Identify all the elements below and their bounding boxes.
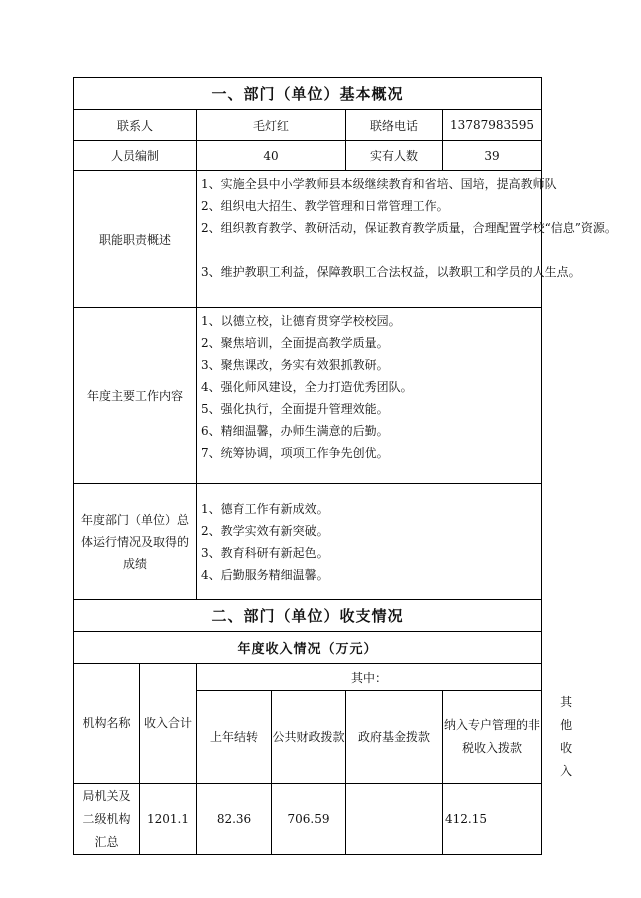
row-carryover: 82.36	[197, 784, 272, 855]
duties-label: 职能职责概述	[74, 171, 197, 308]
annual-work-item: 1、以德立校，让德育贯穿学校校园。	[201, 314, 401, 328]
result-item: 4、后勤服务精细温馨。	[201, 567, 329, 582]
row-total: 1201.1	[140, 784, 197, 855]
row-gov-fund	[346, 784, 443, 855]
row-public-fund: 706.59	[272, 784, 346, 855]
col-org-header: 机构名称	[74, 664, 140, 784]
contact-label: 联系人	[74, 110, 197, 141]
income-title: 年度收入情况（万元）	[74, 632, 542, 664]
other-header-text: 其他收入	[560, 695, 573, 778]
annual-work-item: 7、统筹协调，项项工作争先创优。	[201, 446, 389, 460]
annual-work-item: 2、聚焦培训，全面提高教学质量。	[201, 336, 389, 350]
phone-value: 13787983595	[443, 110, 542, 141]
annual-work-item: 6、精细温馨，办师生满意的后勤。	[201, 424, 389, 438]
duty-item: 3、维护教职工利益，保障教职工合法权益，以教职工和学员的人生点。	[201, 265, 581, 279]
result-item: 1、德育工作有新成效。	[201, 501, 329, 516]
duty-item: 1、实施全县中小学教师县本级继续教育和省培、国培，提高教师队	[201, 177, 557, 191]
duty-item: 2、组织教育教学、教研活动，保证教育教学质量，合理配置学校“信息”资源。	[201, 221, 617, 235]
col-gov-fund-header: 政府基金拨款	[346, 691, 443, 784]
result-item: 3、教育科研有新起色。	[201, 545, 329, 560]
col-carryover-header: 上年结转	[197, 691, 272, 784]
results-label: 年度部门（单位）总体运行情况及取得的成绩	[74, 484, 197, 600]
duty-item: 2、组织电大招生、教学管理和日常管理工作。	[201, 199, 449, 213]
staff-value: 40	[197, 141, 346, 171]
results-list	[197, 484, 542, 600]
col-nontax-header	[443, 691, 542, 784]
of-which-header: 其中：	[197, 664, 542, 691]
col-total-header: 收入合计	[140, 664, 197, 784]
nontax-header-text: 纳入专户管理的非税收入拨款	[444, 718, 541, 755]
annual-work-item: 5、强化执行，全面提升管理效能。	[201, 402, 389, 416]
annual-work-item: 3、聚焦课改，务实有效狠抓教研。	[201, 358, 389, 372]
annual-work-list	[197, 308, 542, 484]
annual-work-item: 4、强化师风建设，全力打造优秀团队。	[201, 380, 413, 394]
section1-title: 一、部门（单位）基本概况	[74, 78, 542, 110]
actual-label: 实有人数	[346, 141, 443, 171]
duties-list	[197, 171, 617, 308]
result-item: 2、教学实效有新突破。	[201, 523, 329, 538]
annual-work-label: 年度主要工作内容	[74, 308, 197, 484]
row-org: 局机关及二级机构汇总	[74, 784, 140, 855]
actual-value: 39	[443, 141, 542, 171]
contact-value: 毛灯红	[197, 110, 346, 141]
col-public-fund-header: 公共财政拨款	[272, 691, 346, 784]
table-row	[74, 784, 542, 855]
row-nontax: 412.15	[443, 784, 542, 855]
section2-title: 二、部门（单位）收支情况	[74, 600, 542, 632]
staff-label: 人员编制	[74, 141, 197, 171]
phone-label: 联络电话	[346, 110, 443, 141]
budget-form-table	[73, 77, 617, 855]
